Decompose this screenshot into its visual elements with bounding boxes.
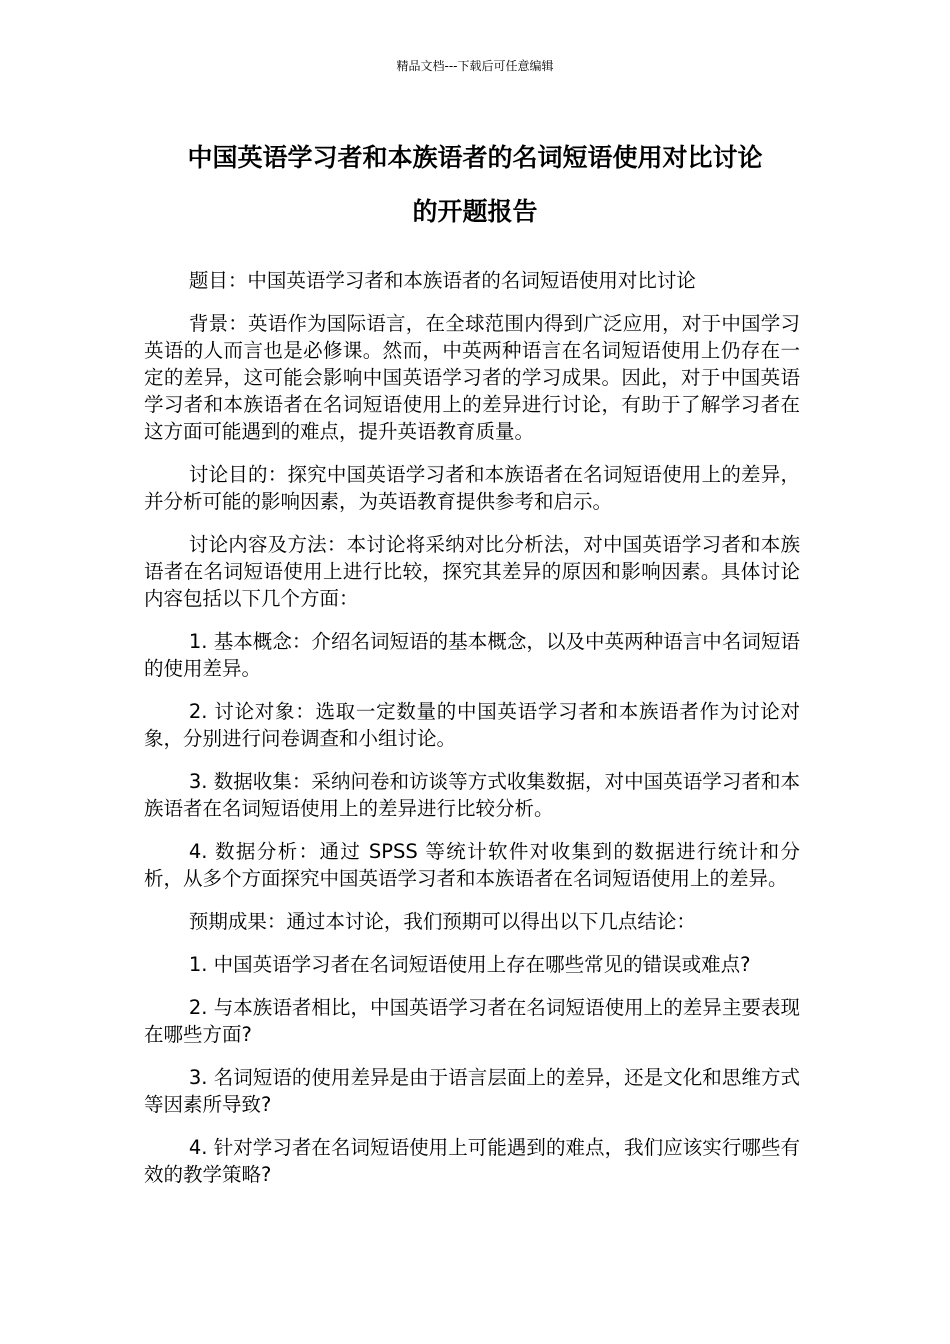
paragraph-item-concepts: 1. 基本概念：介绍名词短语的基本概念，以及中英两种语言中名词短语的使用差异。 xyxy=(144,630,800,680)
paragraph-background: 背景：英语作为国际语言，在全球范围内得到广泛应用，对于中国学习英语的人而言也是必修课。然而，中英两种语言在名词短语使用上仍存在一定的差异，这可能会影响中国英语学习者的学习成果。因此，对于中国英语学习者和本族语者在名词短语使用上的差异进行讨论，有助于了解学习者在这方面可能遇到的难点，提升英语教育质量。 xyxy=(144,312,800,443)
paragraph-item-data-analysis: 4. 数据分析：通过 SPSS 等统计软件对收集到的数据进行统计和分析，从多个方面探究中国英语学习者和本族语者在名词短语使用上的差异。 xyxy=(144,840,800,890)
paragraph-question-3: 3. 名词短语的使用差异是由于语言层面上的差异，还是文化和思维方式等因素所导致? xyxy=(144,1066,800,1116)
paragraph-item-subjects: 2. 讨论对象：选取一定数量的中国英语学习者和本族语者作为讨论对象，分别进行问卷调查和小组讨论。 xyxy=(144,700,800,750)
document-title xyxy=(120,131,830,239)
paragraph-question-1: 1. 中国英语学习者在名词短语使用上存在哪些常见的错误或难点? xyxy=(188,953,751,976)
header-note: 精品文档---下载后可任意编辑 xyxy=(396,59,554,73)
paragraph-item-data-collection: 3. 数据收集：采纳问卷和访谈等方式收集数据，对中国英语学习者和本族语者在名词短语使用上的差异进行比较分析。 xyxy=(144,770,800,820)
paragraph-topic: 题目：中国英语学习者和本族语者的名词短语使用对比讨论 xyxy=(188,269,696,292)
paragraph-question-4: 4. 针对学习者在名词短语使用上可能遇到的难点，我们应该实行哪些有效的教学策略? xyxy=(144,1136,800,1186)
paragraph-question-2: 2. 与本族语者相比，中国英语学习者在名词短语使用上的差异主要表现在哪些方面? xyxy=(144,996,800,1046)
title-line-2: 的开题报告 xyxy=(412,197,538,226)
paragraph-purpose: 讨论目的：探究中国英语学习者和本族语者在名词短语使用上的差异，并分析可能的影响因素，为英语教育提供参考和启示。 xyxy=(144,463,800,513)
document-body xyxy=(144,267,800,1204)
paragraph-expected-results: 预期成果：通过本讨论，我们预期可以得出以下几点结论： xyxy=(188,910,696,933)
paragraph-content-method: 讨论内容及方法：本讨论将采纳对比分析法，对中国英语学习者和本族语者在名词短语使用上进行比较，探究其差异的原因和影响因素。具体讨论内容包括以下几个方面： xyxy=(144,533,800,610)
title-line-1: 中国英语学习者和本族语者的名词短语使用对比讨论 xyxy=(187,143,763,172)
